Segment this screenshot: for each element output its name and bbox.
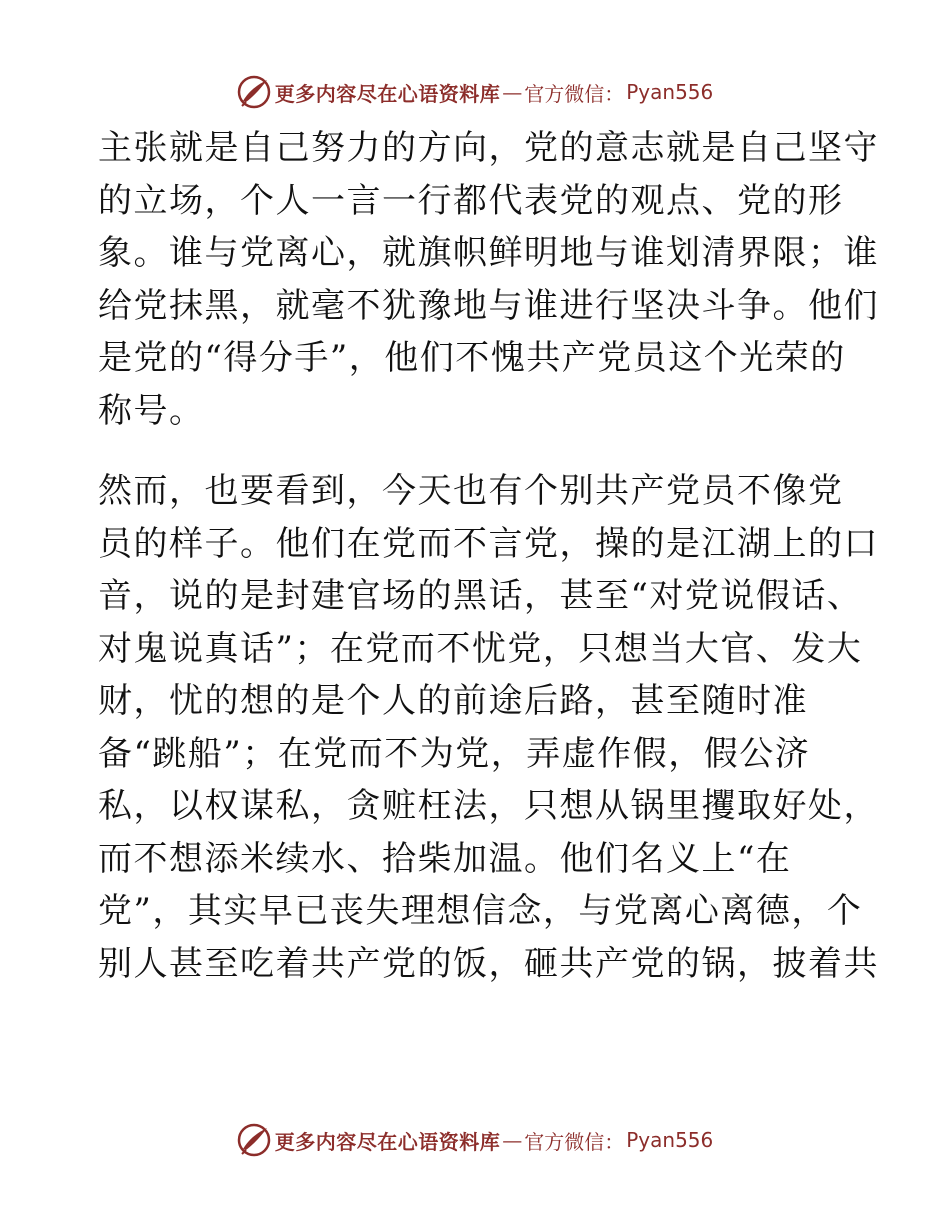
text-line: 财，忧的想的是个人的前途后路，甚至随时准 [98, 681, 808, 721]
footer-wechat-id: Pyan556 [626, 1128, 714, 1152]
header-wechat-id: Pyan556 [626, 80, 714, 104]
text-line: 然而，也要看到，今天也有个别共产党员不像党 [98, 471, 844, 511]
footer-separator: — [502, 1128, 523, 1152]
text-line: 是党的“得分手”，他们不愧共产党员这个光荣的 [98, 338, 846, 378]
header-label: 官方微信： [524, 81, 625, 106]
header-site-text: 更多内容尽在心语资料库 [274, 81, 501, 106]
text-line: 别人甚至吃着共产党的饭，砸共产党的锅，披着共 [98, 943, 879, 984]
header-separator: — [502, 80, 523, 104]
text-line: 员的样子。他们在党而不言党，操的是江湖上的口 [98, 523, 879, 564]
document-body [98, 122, 879, 990]
text-line: 备“跳船”；在党而不为党，弄虚作假，假公济 [98, 733, 811, 774]
quill-logo-icon [237, 75, 271, 109]
paragraph-gap [98, 437, 858, 465]
footer-site-text: 更多内容尽在心语资料库 [274, 1129, 501, 1154]
text-line: 象。谁与党离心，就旗帜鲜明地与谁划清界限；谁 [98, 233, 879, 273]
text-line: 对鬼说真话”；在党而不忧党，只想当大官、发大 [98, 628, 863, 669]
text-line: 给党抹黑，就毫不犹豫地与谁进行坚决斗争。他们 [98, 285, 879, 326]
text-line: 称号。 [98, 390, 205, 431]
text-line: 的立场，个人一言一行都代表党的观点、党的形 [98, 180, 844, 221]
footer-label: 官方微信： [524, 1129, 625, 1154]
paragraph-1 [98, 122, 879, 437]
text-line: 音，说的是封建官场的黑话，甚至“对党说假话、 [98, 576, 863, 616]
paragraph-2 [98, 465, 879, 990]
text-line: 主张就是自己努力的方向，党的意志就是自己坚守 [98, 128, 879, 168]
quill-logo-icon [237, 1123, 271, 1157]
text-line: 私，以权谋私，贪赃枉法，只想从锅里攫取好处， [98, 786, 879, 826]
header-banner [0, 72, 950, 112]
footer-banner [0, 1120, 950, 1160]
text-line: 党”，其实早已丧失理想信念，与党离心离德，个 [98, 891, 863, 931]
text-line: 而不想添米续水、拾柴加温。他们名义上“在 [98, 838, 792, 879]
